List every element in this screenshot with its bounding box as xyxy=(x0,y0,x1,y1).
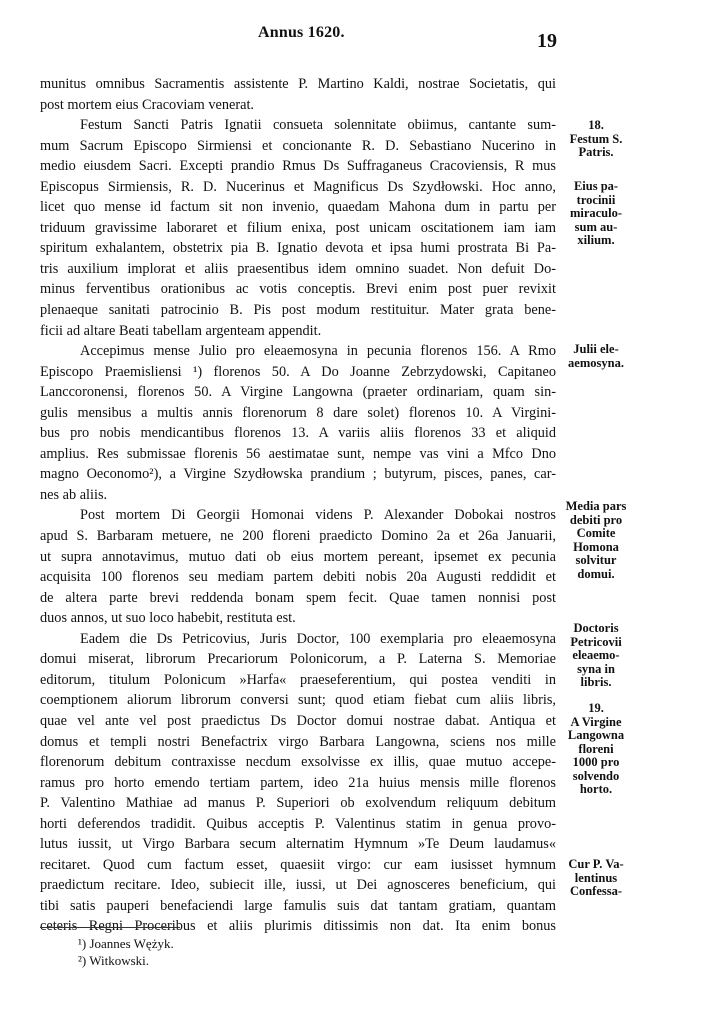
footnote: ¹) Joannes Wężyk. xyxy=(78,936,174,951)
margin-note-line: 19. xyxy=(588,701,604,715)
body-line: amplius. Res submissae florenis 56 aestimatae sunt, nempe vas vini a Mfco Dno xyxy=(40,445,556,462)
margin-note-line: Comite xyxy=(576,526,616,540)
body-line: magno Oeconomo²), a Virgine Szydłowska prandium ; butyrum, pisces, panes, car- xyxy=(40,466,556,483)
margin-note-doctoris xyxy=(560,622,632,690)
footnotes xyxy=(78,935,174,969)
margin-note-line: floreni xyxy=(578,741,614,756)
body-line: domui miserat, librorum Precariorum Polonicorum, a P. Laterna S. Memoriae xyxy=(40,651,556,668)
margin-note-festum xyxy=(560,119,632,160)
margin-note-line: trocinii xyxy=(576,192,616,207)
margin-note-line: A Virgine xyxy=(570,714,622,729)
body-line: Accepimus mense Julio pro eleaemosyna in pecunia florenos 156. A Rmo xyxy=(80,343,556,360)
margin-note-line: Patris. xyxy=(578,145,614,159)
body-line: coemptionem aliorum librorum conversi sunt; quod etiam fiebat cum aliis libris, xyxy=(40,692,556,709)
margin-note-line: domui. xyxy=(577,566,615,581)
footnote-rule xyxy=(40,927,180,928)
body-line: plenaeque sanitati patrocinio B. Pis post modum restituitur. Mater grata bene- xyxy=(40,302,556,319)
body-line: domus et templi nostri Benefactrix virgo Barbara Langowna, sciens nos mille xyxy=(40,733,556,750)
margin-note-cur xyxy=(560,858,632,899)
margin-note-line: xilium. xyxy=(577,233,615,247)
margin-note-line: Festum S. xyxy=(569,131,623,146)
body-line: bus pro nobis mendicantibus florenos 13. A variis aliis florenos 33 et aliquid xyxy=(40,425,556,442)
margin-note-line: Eius pa- xyxy=(573,179,619,193)
margin-note-line: Doctoris xyxy=(573,621,619,635)
body-text xyxy=(40,74,556,937)
body-line: editorum, titulum Polonicum »Harfa« praeseferentium, qui postea venditi in xyxy=(40,671,556,688)
body-line: Festum Sancti Patris Ignatii consueta solennitate obiimus, cantante sum- xyxy=(80,117,556,134)
body-line: post mortem eius Cracoviam venerat. xyxy=(40,96,254,113)
body-line: mum Sacrum Episcopo Sirmiensi et concionante R. D. Sebastiano Nucerino in xyxy=(40,137,556,154)
body-line: tibi satis pauperi benefaciendi large famulis suis dat tantam gratiam, quantam xyxy=(40,897,556,914)
margin-note-line: Homona xyxy=(573,539,619,554)
body-line: licet quo mense id factum sit non invenio, quaedam Mahona dum in partu per xyxy=(40,199,556,216)
margin-note-line: aemosyna. xyxy=(568,355,624,370)
margin-note-line: libris. xyxy=(580,675,612,689)
margin-note-line: debiti pro xyxy=(569,512,623,527)
body-line: nes ab aliis. xyxy=(40,486,108,503)
margin-note-line: syna in xyxy=(577,661,615,676)
margin-note-line: miraculo- xyxy=(569,206,623,220)
body-line: ut supra annotavimus, mutuo dati ob eius mortem pereant, ipsemet ex pecunia xyxy=(40,548,556,565)
body-line: quae vel ante vel post praedictus Ds Doctor domui nostrae dabat. Antiqua et xyxy=(40,712,556,729)
page-number: 19 xyxy=(537,30,557,52)
body-line: spiritum exhalantem, obstetrix pia B. Ignatio devota et ipsa humi prostrata Bi Pa- xyxy=(40,240,556,257)
margin-note-eleaemosyna xyxy=(560,343,632,370)
margin-note-line: Media pars xyxy=(565,499,627,513)
body-line: tris auxilium implorat et aliis praesentibus idem omnino suadet. Non defuit Do- xyxy=(40,260,556,277)
margin-note-line: 1000 pro xyxy=(572,755,620,769)
margin-note-line: horto. xyxy=(579,782,613,796)
margin-note-line: Langowna xyxy=(567,728,625,742)
margin-note-virgine xyxy=(560,702,632,797)
body-line: Eadem die Ds Petricovius, Juris Doctor, 100 exemplaria pro eleaemosyna xyxy=(80,630,556,647)
running-head: Annus 1620. xyxy=(258,24,345,41)
body-line: Episcopus Sirmiensis, R. D. Nucerinus et Magnificus Ds Szydłowski. Hoc anno, xyxy=(40,178,556,195)
body-line: Lanccoronensi, florenos 50. A Virgine Langowna (praeter ordinariam, quam sin- xyxy=(40,384,556,401)
margin-note-line: 18. xyxy=(588,118,604,132)
body-line: recitaret. Quod cum factum esset, quaesiit virgo: cur eam iusisset hymnum xyxy=(40,856,556,873)
margin-note-line: Petricovii xyxy=(570,634,622,649)
margin-note-line: Confessa- xyxy=(569,884,623,898)
footnote: ²) Witkowski. xyxy=(78,953,150,968)
margin-note-line: Cur P. Va- xyxy=(568,857,624,871)
body-line: de altera parte brevi reddenda bonam spem fecit. Quae tamen nonnisi post xyxy=(40,589,556,606)
margin-note-line: eleaemo- xyxy=(572,648,620,662)
body-line: medio eiusdem Sacri. Excepti prandio Rmus Ds Suffraganeus Cracoviensis, R mus xyxy=(40,158,556,175)
body-line: ramus pro horto emendo tertiam partem, ideo 21a huius mensis mille florenos xyxy=(40,774,556,791)
body-line: P. Valentino Mathiae ad manus P. Superiori ob exolvendum reliquum debitum xyxy=(40,795,556,812)
body-line: Post mortem Di Georgii Homonai videns P. Alexander Dobokai nostros xyxy=(80,507,556,524)
margin-note-line: lentinus xyxy=(574,870,618,885)
body-line: gulis mensibus a multis annis florenorum 8 dare solet) florenos 10. A Virgini- xyxy=(40,404,556,421)
body-line: Episcopo Praemisliensi ¹) florenos 50. A Do Joanne Zebrzydowski, Capitaneo xyxy=(40,363,556,380)
body-line: triduum gravissime laboraret et filium enixa, post unicam oscitationem iam iam xyxy=(40,219,556,236)
body-line: acquisita 100 florenos seu mediam partem debiti nobis 20a Augusti reddidit et xyxy=(40,569,556,586)
body-line: apud S. Barbaram metuere, ne 200 floreni praedicto Domino 2a et 26a Januarii, xyxy=(40,528,556,545)
body-line: ficii ad altare Beati tabellam argenteam appendit. xyxy=(40,322,322,339)
body-line: horti deferendos tradidit. Quibus acceptis P. Valentinus statim in genua provo- xyxy=(40,815,556,832)
body-line: munitus omnibus Sacramentis assistente P. Martino Kaldi, nostrae Societatis, qui xyxy=(40,76,556,92)
margin-note-line: solvitur xyxy=(575,553,617,567)
margin-note-line: sum au- xyxy=(574,219,618,234)
body-line: ceteris Regni Proceribus et aliis plurimis ditissimis non dat. Ita enim bonus xyxy=(40,918,556,935)
margin-note-line: solvendo xyxy=(572,768,620,783)
body-line: florenorum debitum contraxisse necdum exsolvisse ex illis, quae mutuo accepe- xyxy=(40,754,556,771)
body-line: minus ferventibus orationibus ac votis conceptis. Brevi enim post puer revixit xyxy=(40,281,556,298)
body-line: praedictum recitare. Ideo, subiecit ille, iussi, ut Dei agnosceres beneficium, qui xyxy=(40,877,556,894)
margin-note-miraculum xyxy=(560,180,632,248)
margin-note-media-pars xyxy=(560,500,632,581)
margin-note-line: Julii ele- xyxy=(573,342,619,356)
body-line: duos annos, ut suo loco habebit, restituta est. xyxy=(40,610,296,627)
body-line: lutus iussit, ut Virgo Barbara secum alternatim Hymnum »Te Deum laudamus« xyxy=(40,836,556,853)
